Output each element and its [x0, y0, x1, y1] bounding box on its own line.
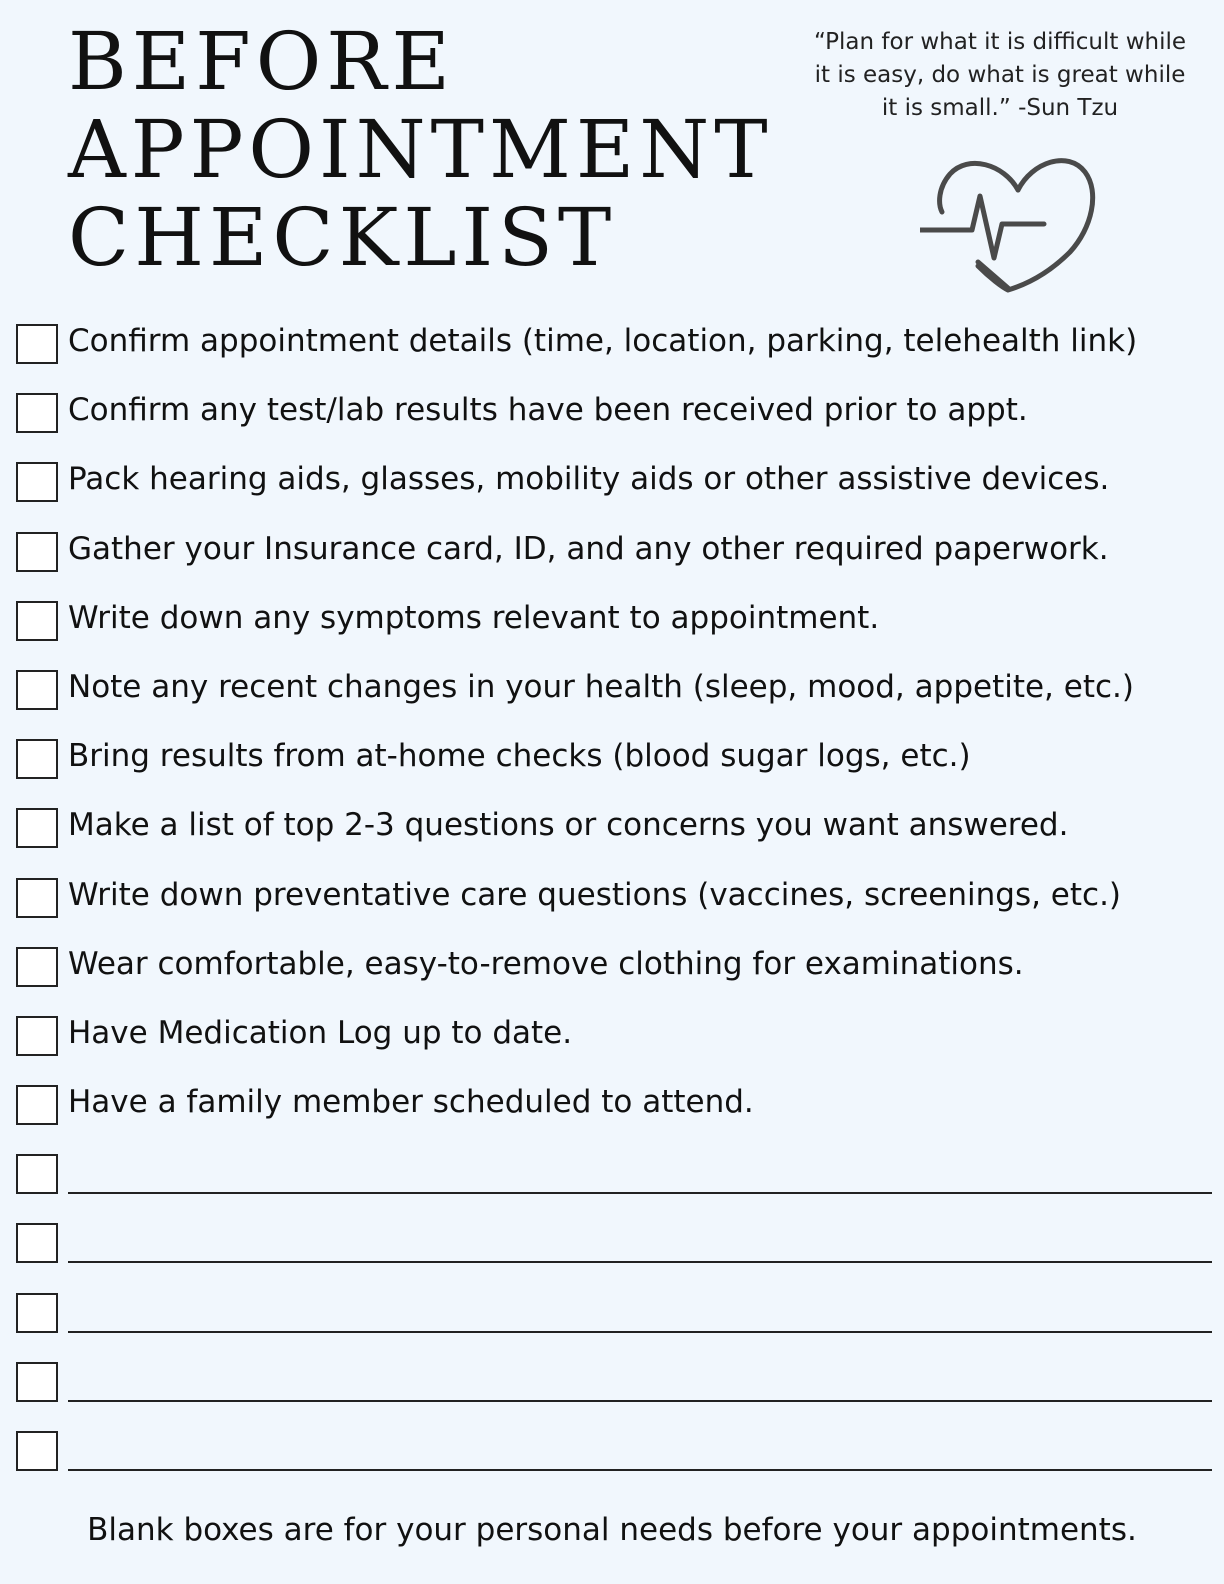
- page-title: [68, 15, 773, 284]
- checklist-item: [16, 796, 1212, 865]
- checklist-item-label: Write down any symptoms relevant to appointment.: [68, 599, 880, 636]
- checkbox[interactable]: [16, 1154, 58, 1194]
- write-in-line[interactable]: [68, 1469, 1212, 1471]
- checklist-item-label: Have Medication Log up to date.: [68, 1014, 573, 1051]
- checklist-item-label: Make a list of top 2-3 questions or concerns you want answered.: [68, 807, 1069, 844]
- checkbox[interactable]: [16, 1085, 58, 1125]
- checkbox[interactable]: [16, 532, 58, 572]
- footer-note: Blank boxes are for your personal needs before your appointments.: [87, 1512, 1137, 1548]
- checkbox[interactable]: [16, 739, 58, 779]
- checklist-item: [16, 1073, 1212, 1142]
- checklist-item: [16, 658, 1212, 727]
- blank-checklist-item: [16, 1142, 1212, 1211]
- checklist: [16, 312, 1212, 1488]
- blank-checklist-item: [16, 1211, 1212, 1280]
- quote-line: it is small.” -Sun Tzu: [881, 95, 1119, 121]
- quote-line: “Plan for what it is difficult while: [813, 29, 1187, 55]
- checklist-item: [16, 520, 1212, 589]
- checkbox[interactable]: [16, 1293, 58, 1333]
- checkbox[interactable]: [16, 670, 58, 710]
- checkbox[interactable]: [16, 808, 58, 848]
- heart-pulse-icon: [920, 150, 1100, 300]
- checklist-item: [16, 935, 1212, 1004]
- checklist-item-label: Write down preventative care questions (vaccines, screenings, etc.): [68, 876, 1122, 913]
- title-line: APPOINTMENT: [68, 103, 773, 196]
- checkbox[interactable]: [16, 1016, 58, 1056]
- checkbox[interactable]: [16, 947, 58, 987]
- checklist-item: [16, 589, 1212, 658]
- blank-checklist-item: [16, 1419, 1212, 1488]
- blank-checklist-item: [16, 1350, 1212, 1419]
- quote: [790, 26, 1210, 125]
- checklist-item-label: Confirm appointment details (time, location, parking, telehealth link): [68, 323, 1138, 359]
- checklist-item-label: Gather your Insurance card, ID, and any other required paperwork.: [68, 530, 1109, 567]
- write-in-line[interactable]: [68, 1400, 1212, 1402]
- checklist-item: [16, 866, 1212, 935]
- checklist-item: [16, 312, 1212, 381]
- quote-line: it is easy, do what is great while: [814, 62, 1186, 88]
- blank-checklist-item: [16, 1281, 1212, 1350]
- write-in-line[interactable]: [68, 1192, 1212, 1194]
- checklist-item-label: Note any recent changes in your health (sleep, mood, appetite, etc.): [68, 668, 1134, 705]
- write-in-line[interactable]: [68, 1261, 1212, 1263]
- checklist-item-label: Confirm any test/lab results have been received prior to appt.: [68, 392, 1028, 429]
- checklist-item: [16, 1004, 1212, 1073]
- checklist-item: [16, 727, 1212, 796]
- checkbox[interactable]: [16, 393, 58, 433]
- checkbox[interactable]: [16, 1431, 58, 1471]
- checklist-item-label: Bring results from at-home checks (blood sugar logs, etc.): [68, 738, 971, 775]
- title-line: CHECKLIST: [68, 191, 617, 284]
- checkbox[interactable]: [16, 462, 58, 502]
- checklist-item: [16, 381, 1212, 450]
- checkbox[interactable]: [16, 324, 58, 364]
- checklist-item-label: Pack hearing aids, glasses, mobility aids or other assistive devices.: [68, 461, 1110, 498]
- checkbox[interactable]: [16, 1223, 58, 1263]
- checkbox[interactable]: [16, 878, 58, 918]
- checkbox[interactable]: [16, 601, 58, 641]
- checklist-item-label: Have a family member scheduled to attend.: [68, 1084, 754, 1121]
- checkbox[interactable]: [16, 1362, 58, 1402]
- checklist-item-label: Wear comfortable, easy-to-remove clothing for examinations.: [68, 945, 1024, 982]
- write-in-line[interactable]: [68, 1331, 1212, 1333]
- checklist-item: [16, 450, 1212, 519]
- title-line: BEFORE: [68, 15, 455, 108]
